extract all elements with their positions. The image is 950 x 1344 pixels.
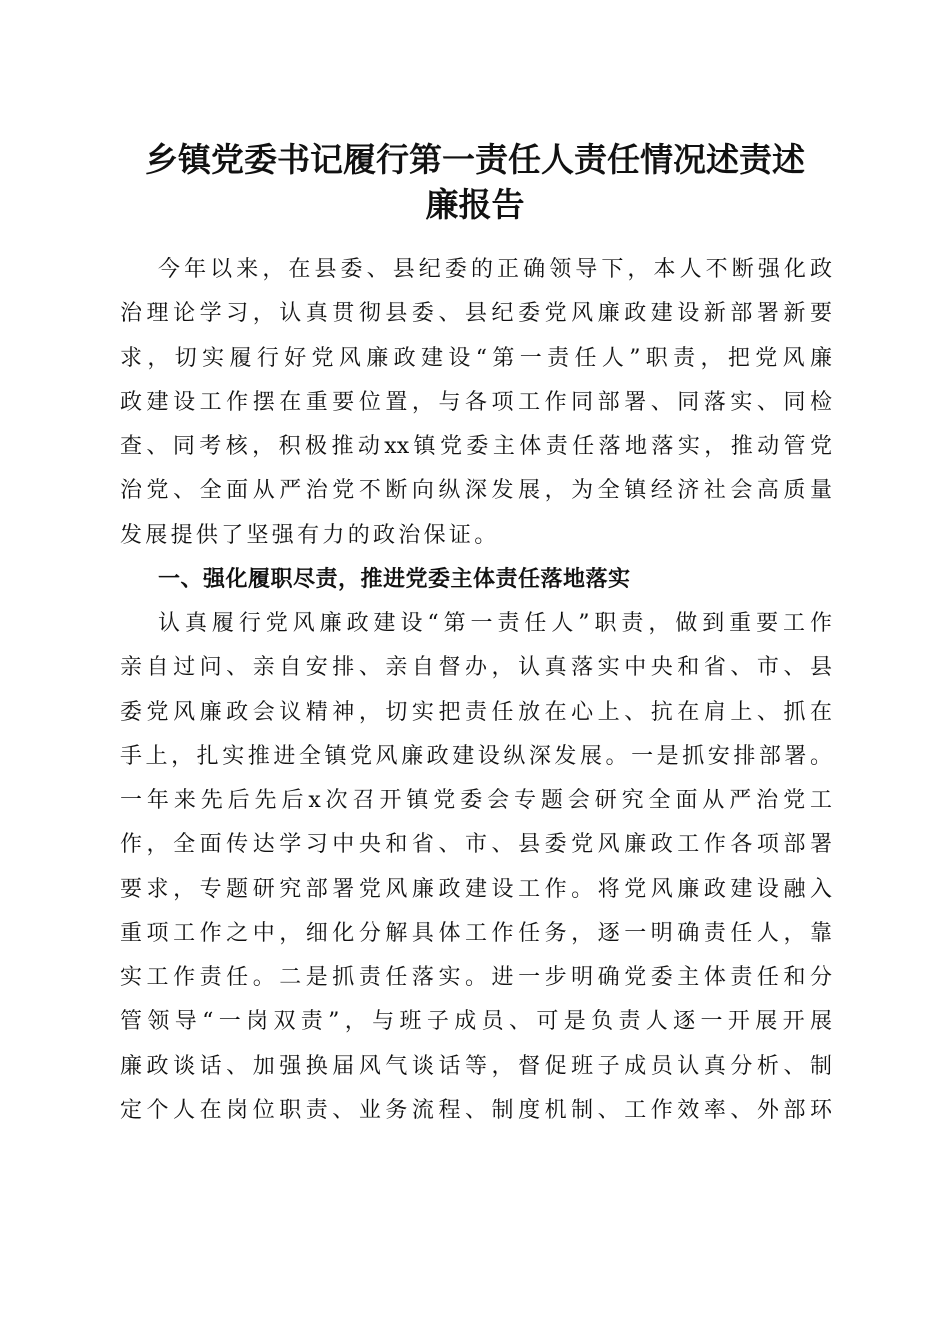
- section-heading: 一、强化履职尽责，推进党委主体责任落地落实: [158, 566, 631, 592]
- paragraph-line: 廉政谈话、加强换届风气谈话等，督促班子成员认真分析、制: [120, 1053, 832, 1079]
- paragraph-line: 政建设工作摆在重要位置，与各项工作同部署、同落实、同检: [120, 389, 832, 415]
- paragraph-line: 认真履行党风廉政建设“第一责任人”职责，做到重要工作: [158, 611, 832, 636]
- paragraph-line: 一年来先后先后x次召开镇党委会专题会研究全面从严治党工: [120, 788, 832, 813]
- paragraph-line: 重项工作之中，细化分解具体工作任务，逐一明确责任人，靠: [120, 920, 832, 946]
- document-body: [120, 248, 832, 1133]
- paragraph-line: 求，切实履行好党风廉政建设“第一责任人”职责，把党风廉: [120, 345, 832, 371]
- document-title: [110, 137, 840, 227]
- paragraph-line: 发展提供了坚强有力的政治保证。: [120, 522, 500, 548]
- paragraph-line: 作，全面传达学习中央和省、市、县委党风廉政工作各项部署: [120, 832, 832, 858]
- paragraph-line: 今年以来，在县委、县纪委的正确领导下，本人不断强化政: [158, 257, 832, 282]
- title-line: 乡镇党委书记履行第一责任人责任情况述责述: [145, 140, 805, 179]
- paragraph-line: 定个人在岗位职责、业务流程、制度机制、工作效率、外部环: [120, 1097, 832, 1123]
- paragraph-line: 管领导“一岗双责”，与班子成员、可是负责人逐一开展开展: [120, 1009, 832, 1035]
- paragraph-line: 查、同考核，积极推动xx镇党委主体责任落地落实，推动管党: [120, 434, 832, 459]
- paragraph-line: 治理论学习，认真贯彻县委、县纪委党风廉政建设新部署新要: [120, 301, 832, 327]
- paragraph-line: 手上，扎实推进全镇党风廉政建设纵深发展。一是抓安排部署。: [120, 743, 832, 769]
- paragraph-line: 亲自过问、亲自安排、亲自督办，认真落实中央和省、市、县: [120, 655, 832, 681]
- title-line: 廉报告: [425, 185, 525, 224]
- paragraph-line: 委党风廉政会议精神，切实把责任放在心上、抗在肩上、抓在: [120, 699, 832, 725]
- paragraph-line: 实工作责任。二是抓责任落实。进一步明确党委主体责任和分: [120, 965, 832, 990]
- paragraph-line: 治党、全面从严治党不断向纵深发展，为全镇经济社会高质量: [120, 478, 832, 504]
- paragraph-line: 要求，专题研究部署党风廉政建设工作。将党风廉政建设融入: [120, 876, 832, 902]
